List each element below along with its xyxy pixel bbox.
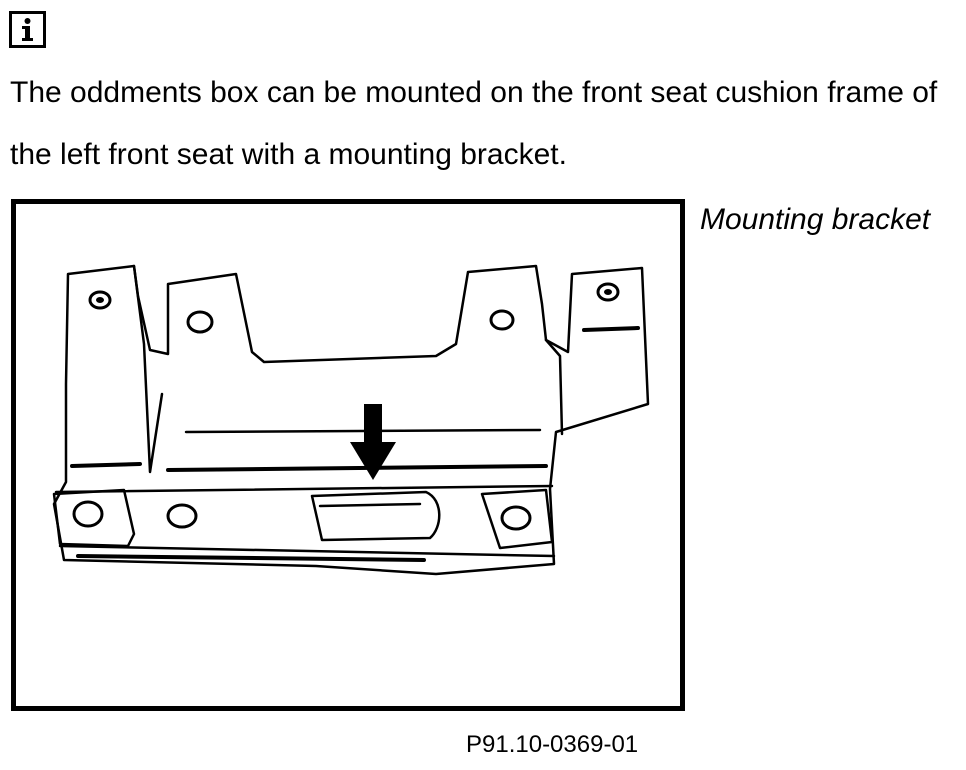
info-glyph <box>12 14 43 45</box>
figure-frame <box>11 199 685 711</box>
arrow-down-icon <box>16 204 680 706</box>
info-icon <box>9 11 46 48</box>
figure-reference: P91.10-0369-01 <box>466 731 639 758</box>
note-text: The oddments box can be mounted on the front seat cushion frame of the left front seat with a mounting bracket. <box>10 76 938 171</box>
figure-caption: Mounting bracket <box>700 203 931 236</box>
